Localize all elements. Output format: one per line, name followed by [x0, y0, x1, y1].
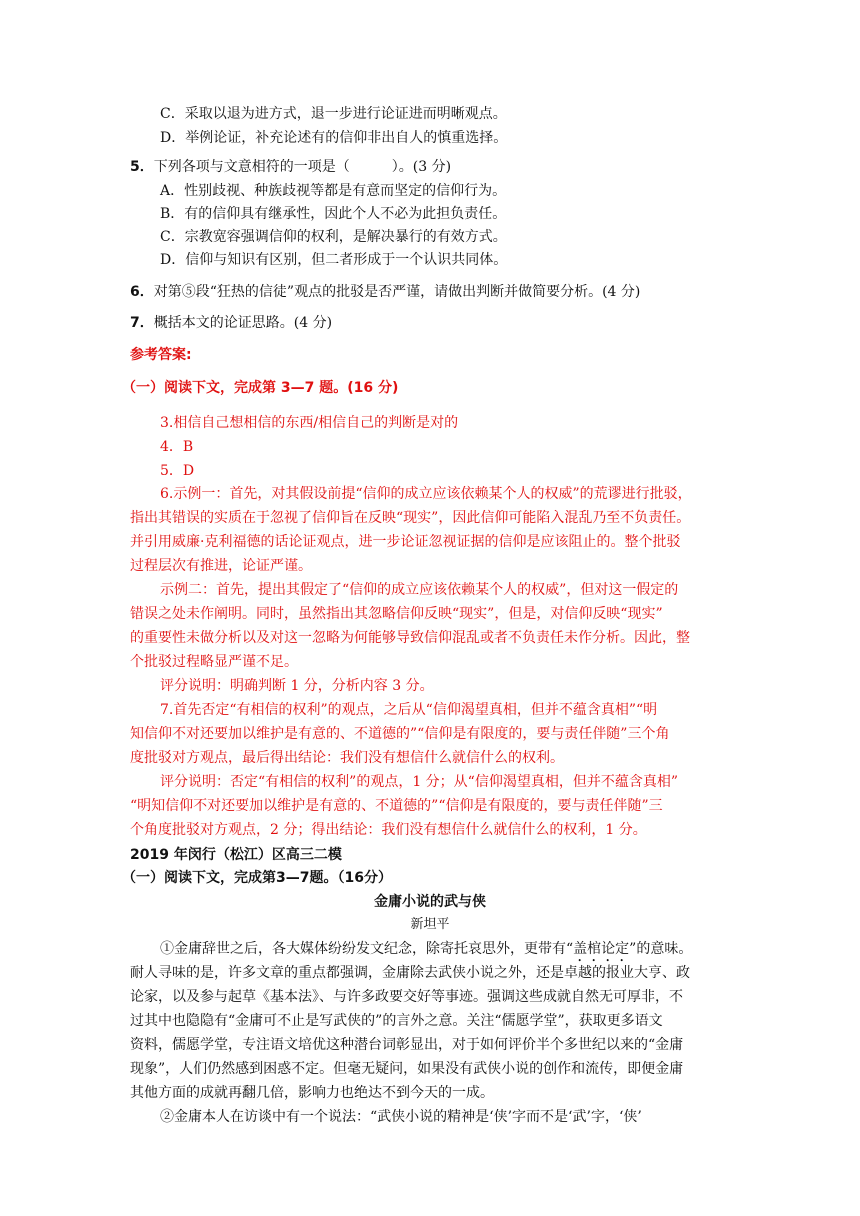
answers-heading: 参考答案:: [130, 347, 192, 363]
q5-option-b: B．有的信仰具有继承性，因此个人不必为此担负责任。: [160, 206, 507, 222]
q5-option-d: D．信仰与知识有区别，但二者形成于一个认识共同体。: [160, 252, 508, 268]
question-6: [130, 282, 640, 302]
answer-6b-line: 的重要性未做分析以及对这一忽略为何能够导致信仰混乱或者不负责任未作分析。因此，整: [130, 630, 690, 646]
answer-6-line: 6.示例一：首先，对其假设前提“信仰的成立应该依赖某个人的权威”的荒谬进行批驳，: [160, 486, 692, 502]
answer-6b-line: 个批驳过程略显严谨不足。: [130, 654, 298, 670]
emphasized-phrase: 盖棺论定: [573, 941, 630, 957]
paragraph-1-start: [160, 939, 692, 965]
paragraph-1-line: 过其中也隐隐有“金庸可不止是写武侠的”的言外之意。关注“儒愿学堂”，获取更多语文: [130, 1013, 663, 1029]
answers-section-heading: （一）阅读下文，完成第 3—7 题。(16 分): [122, 380, 399, 396]
answer-5: 5．D: [160, 463, 195, 479]
question-number: 5．: [130, 159, 154, 175]
answer-7-scoring-line: “明知信仰不对还要加以维护是有意的、不道德的”“信仰是有限度的，要与责任伴随”三: [130, 798, 663, 814]
question-5: [130, 157, 451, 177]
paragraph-1-line: 耐人寻味的是，许多文章的重点都强调，金庸除去武侠小说之外，还是卓越的报业大亨、政: [130, 965, 690, 981]
q4-option-d: D．举例论证，补充论述有的信仰非出自人的慎重选择。: [160, 130, 508, 146]
answer-6-line: 过程层次有推进，论证严谨。: [130, 558, 312, 574]
exam-section-heading: （一）阅读下文，完成第3—7题。（16分）: [122, 870, 392, 886]
q4-option-c: C．采取以退为进方式，退一步进行论证进而明晰观点。: [160, 106, 507, 122]
paragraph-1-line: 其他方面的成就再翻几倍，影响力也绝达不到今天的一成。: [130, 1085, 494, 1101]
q5-option-a: A．性别歧视、种族歧视等都是有意而坚定的信仰行为。: [160, 183, 507, 199]
answer-7-scoring-line: 评分说明：否定“有相信的权利”的观点，1 分；从“信仰渴望真相，但并不蕴含真相”: [160, 774, 678, 790]
article-title: 金庸小说的武与侠: [374, 894, 486, 910]
answer-6-scoring: 评分说明：明确判断 1 分，分析内容 3 分。: [160, 678, 434, 694]
answer-6-line: 并引用威廉·克利福德的话论证观点，进一步论证忽视证据的信仰是应该阻止的。整个批驳: [130, 534, 681, 550]
question-stem: 下列各项与文意相符的一项是（ ）。(3 分): [153, 159, 452, 175]
answer-7-line: 知信仰不对还要加以维护是有意的、不道德的”“信仰是有限度的，要与责任伴随”三个角: [130, 726, 670, 742]
paragraph-2-start: ②金庸本人在访谈中有一个说法：“武侠小说的精神是‘侠’字而不是‘武’字，‘侠’: [160, 1109, 642, 1125]
answer-7-scoring-line: 个角度批驳对方观点，2 分；得出结论：我们没有想信什么就信什么的权利，1 分。: [130, 822, 647, 838]
question-text: 对第⑤段“狂热的信徒”观点的批驳是否严谨，请做出判断并做简要分析。(4 分): [153, 284, 641, 300]
article-author: 新坦平: [410, 917, 450, 932]
question-text: 概括本文的论证思路。(4 分): [153, 315, 333, 331]
paragraph-1-line: 论家，以及参与起草《基本法》、与许多政要交好等事迹。强调这些成就自然无可厚非，不: [130, 989, 683, 1005]
paragraph-1-line: 资料，儒愿学堂，专注语文培优这种潜台词彰显出，对于如何评价半个多世纪以来的“金庸: [130, 1037, 684, 1053]
paragraph-text: ”的意味。: [629, 941, 693, 957]
answer-6-line: 指出其错误的实质在于忽视了信仰旨在反映“现实”，因此信仰可能陷入混乱乃至不负责任。: [130, 510, 691, 526]
question-number: 7．: [130, 315, 154, 331]
answer-6b-line: 错误之处未作阐明。同时，虽然指出其忽略信仰反映“现实”，但是，对信仰反映“现实”: [130, 606, 663, 622]
q5-option-c: C．宗教宽容强调信仰的权利，是解决暴行的有效方式。: [160, 229, 507, 245]
answer-7-line: 7.首先否定“有相信的权利”的观点，之后从“信仰渴望真相，但并不蕴含真相”“明: [160, 702, 658, 718]
exam-title: 2019 年闵行（松江）区高三二模: [130, 847, 342, 863]
answer-7-line: 度批驳对方观点，最后得出结论：我们没有想信什么就信什么的权利。: [130, 750, 564, 766]
paragraph-1-line: 现象”，人们仍然感到困惑不定。但毫无疑问，如果没有武侠小说的创作和流传，即便金庸: [130, 1061, 684, 1077]
answer-3: 3.相信自己想相信的东西/相信自己的判断是对的: [160, 415, 459, 431]
paragraph-text: ①金庸辞世之后，各大媒体纷纷发文纪念，除寄托哀思外，更带有“: [160, 941, 574, 957]
answer-4: 4．B: [160, 439, 194, 455]
question-7: [130, 313, 332, 333]
question-number: 6．: [130, 284, 154, 300]
answer-6b-line: 示例二：首先，提出其假定了“信仰的成立应该依赖某个人的权威”，但对这一假定的: [160, 582, 679, 598]
